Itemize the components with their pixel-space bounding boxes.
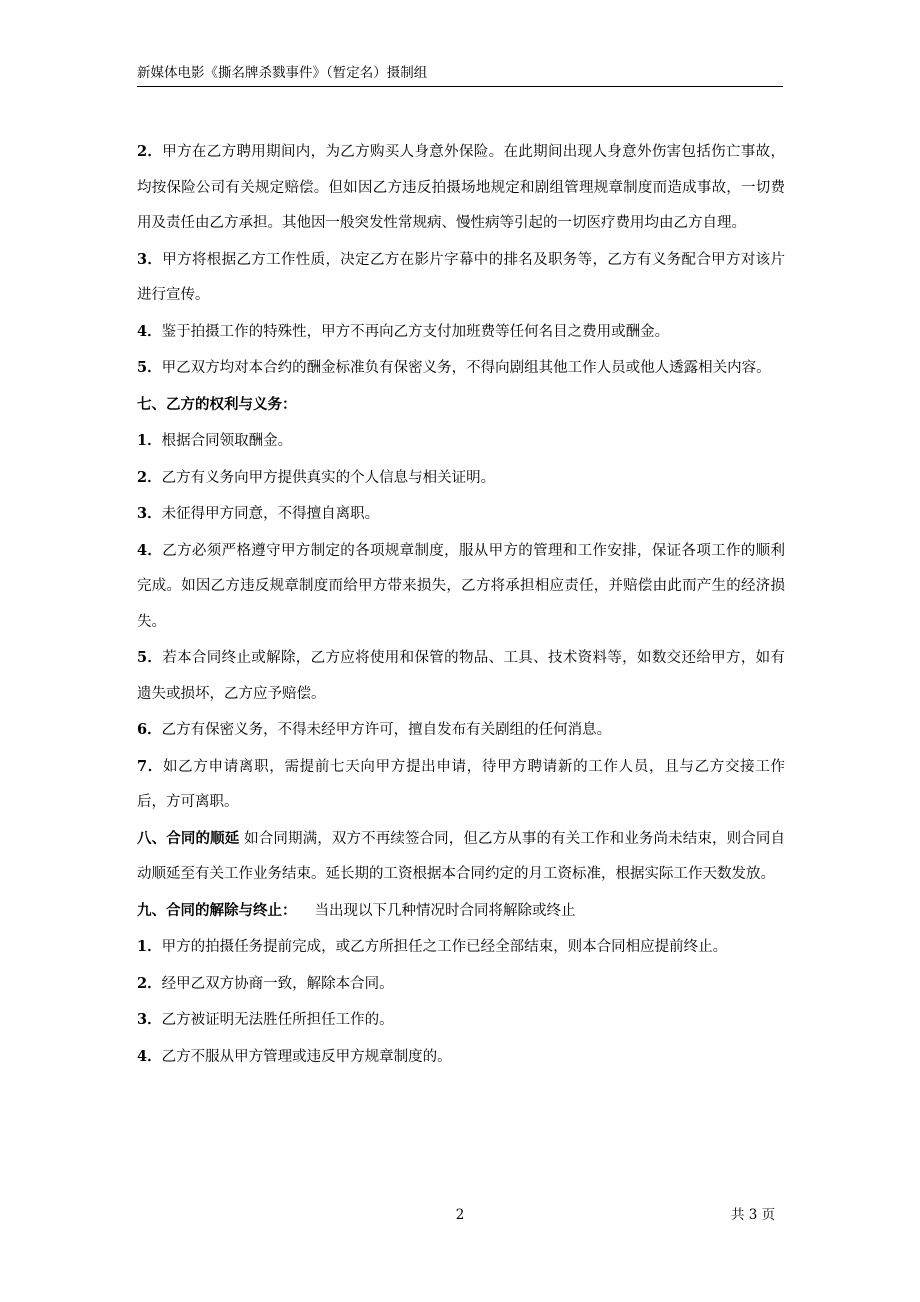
clause-paragraph: 2．甲方在乙方聘用期间内，为乙方购买人身意外保险。在此期间出现人身意外伤害包括伤亡事故，均按保险公司有关规定赔偿。但如因乙方违反拍摄场地规定和剧组管理规章制度而造成事故，一切费用及责任由乙方承担。其他因一般突发性常规病、慢性病等引起的一切医疗费用均由乙方自理。 xyxy=(137,143,785,231)
clause-text: 乙方被证明无法胜任所担任工作的。 xyxy=(161,1012,394,1028)
clause-text: 乙方必须严格遵守甲方制定的各项规章制度，服从甲方的管理和工作安排，保证各项工作的顺利完成。如因乙方违反规章制度而给甲方带来损失，乙方将承担相应责任，并赔偿由此而产生的经济损失。 xyxy=(137,542,785,630)
clause-paragraph: 2．乙方有义务向甲方提供真实的个人信息与相关证明。 xyxy=(137,468,496,486)
clause-paragraph: 3．乙方被证明无法胜任所担任工作的。 xyxy=(137,1011,394,1028)
section-text: 如合同期满，双方不再续签合同，但乙方从事的有关工作和业务尚未结束，则合同自动顺延至有关工作业务结束。延长期的工资根据本合同约定的月工资标准，根据实际工作天数发放。 xyxy=(137,830,786,882)
section-heading-paragraph xyxy=(137,821,785,893)
document-body xyxy=(137,134,785,1075)
clause-text: 如乙方申请离职，需提前七天向甲方提出申请，待甲方聘请新的工作人员，且与乙方交接工作后，方可离职。 xyxy=(137,758,786,810)
clause-paragraph: 5．甲乙双方均对本合约的酬金标准负有保密义务，不得向剧组其他工作人员或他人透露相关内容。 xyxy=(137,359,771,376)
header-title: 新媒体电影《撕名牌杀戮事件》（暂定名）摄制组 xyxy=(137,65,428,81)
clause-paragraph: 3．未征得甲方同意，不得擅自离职。 xyxy=(137,505,380,522)
clause-number: 2 xyxy=(137,143,148,160)
clause-text: 乙方有义务向甲方提供真实的个人信息与相关证明。 xyxy=(161,469,496,486)
clause-paragraph: 2．经甲乙双方协商一致，解除本合同。 xyxy=(137,974,394,992)
section-text: 当出现以下几种情况时合同将解除或终止 xyxy=(314,902,576,919)
clause-text: 甲方的拍摄任务提前完成，或乙方所担任之工作已经全部结束，则本合同相应提前终止。 xyxy=(161,939,728,955)
clause-paragraph: 4．乙方不服从甲方管理或违反甲方规章制度的。 xyxy=(137,1047,452,1065)
clause-text: 甲方将根据乙方工作性质，决定乙方在影片字幕中的排名及职务等，乙方有义务配合甲方对该片进行宣传。 xyxy=(137,251,785,303)
clause-paragraph: 3．甲方将根据乙方工作性质，决定乙方在影片字幕中的排名及职务等，乙方有义务配合甲方对该片进行宣传。 xyxy=(137,250,785,303)
clause-paragraph: 4．乙方必须严格遵守甲方制定的各项规章制度，服从甲方的管理和工作安排，保证各项工作的顺利完成。如因乙方违反规章制度而给甲方带来损失，乙方将承担相应责任，并赔偿由此而产生的经济损失。 xyxy=(137,541,785,630)
page-number: 2 xyxy=(455,1207,465,1223)
clause-number: 5 xyxy=(137,649,148,666)
section-heading-paragraph xyxy=(137,893,785,930)
clause-number: 1 xyxy=(137,938,148,955)
clause-number: 1 xyxy=(137,432,148,449)
clause-text: 甲乙双方均对本合约的酬金标准负有保密义务，不得向剧组其他工作人员或他人透露相关内容。 xyxy=(161,360,771,376)
clause-number: 3 xyxy=(137,505,148,522)
section-heading-paragraph xyxy=(137,387,785,424)
clause-paragraph: 1．根据合同领取酬金。 xyxy=(137,432,293,449)
clause-text: 乙方有保密义务，不得未经甲方许可，擅自发布有关剧组的任何消息。 xyxy=(161,722,612,738)
page-footer xyxy=(0,1203,920,1227)
clause-number: 2 xyxy=(137,468,148,486)
clause-number: 5 xyxy=(137,359,148,376)
clause-number: 6 xyxy=(137,721,148,738)
section-heading: 七、乙方的权利与义务： xyxy=(137,395,297,413)
clause-text: 经甲乙双方协商一致，解除本合同。 xyxy=(161,975,394,992)
clause-text: 鉴于拍摄工作的特殊性，甲方不再向乙方支付加班费等任何名目之费用或酬金。 xyxy=(161,323,670,340)
section-heading: 八、合同的顺延 xyxy=(137,829,240,847)
clause-number: 7 xyxy=(137,757,148,775)
clause-paragraph: 1．甲方的拍摄任务提前完成，或乙方所担任之工作已经全部结束，则本合同相应提前终止。 xyxy=(137,938,728,955)
clause-text: 甲方在乙方聘用期间内，为乙方购买人身意外保险。在此期间出现人身意外伤害包括伤亡事故，均按保险公司有关规定赔偿。但如因乙方违反拍摄场地规定和剧组管理规章制度而造成事故，一切费用及责任由乙方承担。其他因一般突发性常规病、慢性病等引起的一切医疗费用均由乙方自理。 xyxy=(137,144,785,231)
clause-paragraph: 5．若本合同终止或解除，乙方应将使用和保管的物品、工具、技术资料等，如数交还给甲方，如有遗失或损坏，乙方应予赔偿。 xyxy=(137,649,785,702)
clause-paragraph: 6．乙方有保密义务，不得未经甲方许可，擅自发布有关剧组的任何消息。 xyxy=(137,721,612,738)
section-heading: 九、合同的解除与终止： xyxy=(137,901,297,919)
clause-text: 乙方不服从甲方管理或违反甲方规章制度的。 xyxy=(161,1048,452,1065)
clause-text: 根据合同领取酬金。 xyxy=(161,433,293,449)
clause-number: 3 xyxy=(137,250,148,268)
clause-number: 2 xyxy=(137,974,148,992)
clause-paragraph: 4．鉴于拍摄工作的特殊性，甲方不再向乙方支付加班费等任何名目之费用或酬金。 xyxy=(137,322,670,340)
clause-number: 3 xyxy=(137,1011,148,1028)
clause-paragraph: 7．如乙方申请离职，需提前七天向甲方提出申请，待甲方聘请新的工作人员，且与乙方交接工作后，方可离职。 xyxy=(137,757,786,810)
clause-number: 4 xyxy=(137,1047,148,1065)
clause-text: 未征得甲方同意，不得擅自离职。 xyxy=(161,506,380,522)
page-header xyxy=(137,62,783,87)
clause-number: 4 xyxy=(137,322,148,340)
clause-text: 若本合同终止或解除，乙方应将使用和保管的物品、工具、技术资料等，如数交还给甲方，如有遗失或损坏，乙方应予赔偿。 xyxy=(137,650,785,702)
clause-number: 4 xyxy=(137,541,148,559)
page-total: 共 3 页 xyxy=(731,1207,776,1223)
